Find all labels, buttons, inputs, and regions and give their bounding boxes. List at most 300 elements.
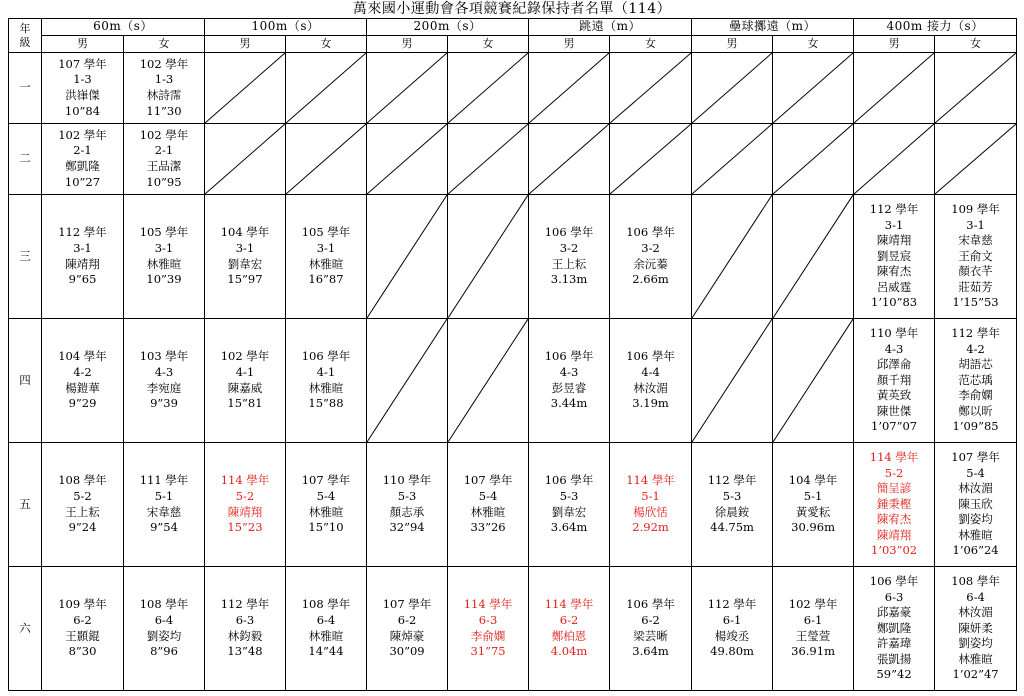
not-applicable-cell [367, 124, 448, 195]
record-athlete-name: 洪嵂傑 [65, 88, 100, 102]
not-applicable-cell [692, 53, 773, 124]
not-applicable-cell [610, 124, 692, 195]
gender-header-cell: 女 [286, 36, 367, 53]
record-class: 6-2 [73, 612, 92, 627]
record-result: 33”26 [470, 520, 506, 535]
record-cell [124, 443, 205, 567]
not-applicable-cell [773, 195, 854, 319]
record-result: 9”29 [68, 396, 97, 411]
record-result: 9”54 [150, 520, 178, 535]
record-result: 15”81 [227, 396, 263, 411]
record-cell [935, 319, 1017, 443]
record-result: 9”65 [68, 272, 97, 287]
record-athlete-name: 林汝湄 [958, 481, 993, 496]
new-record-cell [205, 443, 286, 567]
grade-label-cell: 五 [9, 443, 42, 567]
not-applicable-cell [854, 124, 935, 195]
diagonal-slash [935, 53, 1016, 123]
record-class: 5-4 [316, 488, 336, 503]
gender-header-cell: 男 [42, 36, 124, 53]
record-cell [935, 443, 1017, 567]
record-cell [42, 124, 124, 195]
record-athlete-name: 顏衣芊 [958, 264, 993, 279]
diagonal-slash [773, 124, 853, 194]
record-athlete-name: 李俞嫻 [958, 388, 993, 403]
record-cell [610, 319, 692, 443]
record-result: 31”75 [470, 644, 506, 659]
record-athlete-name: 劉姿均 [958, 512, 993, 527]
diagonal-slash [448, 53, 528, 123]
record-athlete-name: 胡語芯 [958, 357, 993, 372]
record-class: 5-4 [478, 488, 498, 503]
record-year: 104 學年 [58, 349, 107, 364]
record-result: 16”87 [308, 272, 344, 287]
diagonal-slash [773, 195, 853, 318]
record-class: 5-1 [154, 488, 174, 503]
record-year: 106 學年 [544, 473, 594, 488]
record-athlete-name: 劉昱宸 [876, 248, 912, 263]
record-athlete-name: 王顥錕 [65, 628, 100, 643]
grade-label-cell: 三 [9, 195, 42, 319]
record-cell [854, 319, 935, 443]
record-athlete-name: 宋韋慈 [958, 233, 993, 248]
diagonal-slash [286, 124, 366, 194]
gender-header-cell: 男 [854, 36, 935, 53]
record-cell [286, 195, 367, 319]
record-class: 4-2 [966, 341, 985, 356]
diagonal-slash [610, 124, 691, 194]
record-athlete-name: 鄭凱隆 [876, 620, 912, 635]
gender-header-cell: 女 [610, 36, 692, 53]
record-cell [448, 443, 529, 567]
record-cell [529, 195, 610, 319]
record-class: 4-2 [73, 364, 92, 379]
record-year: 105 學年 [301, 225, 351, 240]
record-class: 4-3 [154, 364, 174, 379]
record-cell [42, 195, 124, 319]
record-athlete-name: 王俞文 [958, 248, 993, 263]
diagonal-slash [205, 53, 285, 123]
diagonal-slash [854, 53, 934, 123]
record-class: 6-4 [316, 612, 336, 627]
not-applicable-cell [773, 53, 854, 124]
not-applicable-cell [448, 53, 529, 124]
record-result: 1’07”07 [871, 419, 918, 434]
record-class: 6-4 [154, 612, 174, 627]
record-result: 3.64m [632, 644, 669, 659]
record-result: 8”30 [68, 644, 97, 659]
grade-row [9, 195, 1017, 319]
record-result: 44.75m [710, 520, 754, 535]
record-class: 3-1 [316, 240, 336, 255]
record-athlete-name: 王上耘 [65, 504, 100, 519]
grade-header-cell [9, 19, 42, 53]
record-athlete-name: 陳靖翔 [876, 527, 912, 542]
record-result: 3.19m [632, 396, 669, 411]
record-athlete-name: 林雅暄 [308, 256, 344, 271]
record-result: 15”97 [227, 272, 263, 287]
record-athlete-name: 范芯瑀 [958, 372, 993, 387]
record-athlete-name: 陳宥杰 [876, 512, 912, 527]
event-header-400m-relay: 400m 接力（s） [854, 19, 1017, 36]
record-year: 106 學年 [544, 349, 594, 364]
record-result: 1’15”53 [952, 295, 999, 310]
record-cell [205, 195, 286, 319]
grade-row [9, 53, 1017, 124]
record-athlete-name: 宋韋慈 [146, 504, 182, 519]
record-cell [367, 567, 448, 691]
record-result: 2.66m [632, 272, 669, 287]
record-year: 108 學年 [301, 597, 351, 612]
diagonal-slash [529, 124, 609, 194]
record-result: 36.91m [791, 644, 835, 659]
gender-header-cell: 女 [124, 36, 205, 53]
record-athlete-name: 彭昱睿 [551, 380, 587, 395]
record-result: 11”30 [146, 103, 182, 118]
record-year: 106 學年 [626, 349, 675, 364]
record-athlete-name: 劉姿均 [146, 628, 182, 643]
record-result: 1’06”24 [952, 543, 999, 558]
record-year: 112 學年 [707, 473, 757, 488]
record-athlete-name: 陳宥杰 [876, 264, 912, 279]
gender-header-row [9, 36, 1017, 53]
record-year: 109 學年 [951, 201, 1000, 216]
gender-header-cell: 男 [205, 36, 286, 53]
record-athlete-name: 徐晨銨 [714, 504, 750, 519]
diagonal-slash [692, 319, 772, 442]
diagonal-slash [367, 53, 447, 123]
record-class: 3-1 [966, 217, 985, 232]
event-header-60m: 60m（s） [42, 19, 205, 36]
record-athlete-name: 陳焯豪 [389, 628, 425, 643]
record-year: 114 學年 [626, 473, 675, 488]
record-athlete-name: 王品潔 [146, 159, 182, 173]
record-class: 6-2 [559, 612, 579, 627]
record-year: 102 學年 [220, 349, 270, 364]
record-cell [367, 443, 448, 567]
not-applicable-cell [448, 124, 529, 195]
record-class: 5-4 [966, 465, 985, 480]
record-result: 32”94 [389, 520, 425, 535]
record-athlete-name: 呂威霆 [876, 279, 912, 294]
record-result: 10”95 [146, 174, 182, 189]
diagonal-slash [367, 124, 447, 194]
record-cell [935, 567, 1017, 691]
record-year: 102 學年 [139, 56, 189, 71]
diagonal-slash [935, 124, 1016, 194]
record-year: 112 學年 [951, 325, 1000, 340]
record-result: 1’09”85 [952, 419, 999, 434]
record-athlete-name: 鄭柏恩 [551, 628, 587, 643]
record-cell [124, 53, 205, 124]
record-year: 108 學年 [139, 597, 189, 612]
record-result: 9”24 [68, 520, 97, 535]
record-athlete-name: 林詩霈 [146, 88, 182, 102]
record-result: 8”96 [150, 644, 178, 659]
record-year: 106 學年 [544, 225, 594, 240]
record-year: 108 學年 [58, 473, 107, 488]
not-applicable-cell [529, 53, 610, 124]
record-class: 5-2 [235, 488, 255, 503]
record-result: 3.44m [550, 396, 588, 411]
event-header-row [9, 19, 1017, 36]
record-year: 110 學年 [382, 473, 432, 488]
record-result: 13”48 [227, 644, 263, 659]
record-year: 106 學年 [626, 597, 675, 612]
not-applicable-cell [692, 319, 773, 443]
record-class: 6-2 [641, 612, 660, 627]
record-athlete-name: 林雅暄 [308, 504, 344, 519]
record-class: 4-3 [884, 341, 904, 356]
event-header-long-jump: 跳遠（m） [529, 19, 692, 36]
record-result: 14”44 [308, 644, 344, 659]
record-athlete-name: 黃英致 [876, 388, 912, 403]
record-class: 1-3 [154, 72, 174, 87]
record-athlete-name: 劉姿均 [958, 636, 993, 651]
record-cell [286, 443, 367, 567]
record-cell [205, 319, 286, 443]
record-year: 112 學年 [707, 597, 757, 612]
gender-header-cell: 男 [692, 36, 773, 53]
record-class: 1-3 [73, 72, 92, 87]
event-header-softball-throw: 壘球擲遠（m） [692, 19, 854, 36]
record-cell [529, 443, 610, 567]
record-cell [286, 319, 367, 443]
record-athlete-name: 顏志承 [389, 504, 425, 519]
record-athlete-name: 陳世傑 [876, 403, 912, 418]
record-cell [529, 319, 610, 443]
record-athlete-name: 顏千翔 [876, 372, 912, 387]
record-cell [42, 567, 124, 691]
record-athlete-name: 簡呈諺 [876, 481, 912, 496]
record-athlete-name: 莊茹芳 [958, 279, 993, 294]
record-athlete-name: 林汝湄 [958, 605, 993, 620]
record-year: 107 學年 [58, 56, 107, 71]
record-year: 102 學年 [58, 127, 107, 142]
not-applicable-cell [286, 53, 367, 124]
not-applicable-cell [773, 124, 854, 195]
record-cell [205, 567, 286, 691]
diagonal-slash [773, 319, 853, 442]
grade-header-label-1: 年 [19, 21, 31, 35]
record-athlete-name: 林鈞毅 [227, 628, 263, 643]
new-record-cell [529, 567, 610, 691]
record-result: 1’03”02 [871, 543, 918, 558]
record-year: 103 學年 [139, 349, 189, 364]
record-athlete-name: 許嘉瑋 [876, 636, 912, 651]
not-applicable-cell [935, 53, 1017, 124]
record-athlete-name: 陳玉欣 [958, 496, 993, 511]
diagonal-slash [692, 124, 772, 194]
document-title: 萬來國小運動會各項競賽紀錄保持者名單（114） [352, 1, 672, 17]
not-applicable-cell [692, 124, 773, 195]
grade-row [9, 567, 1017, 691]
diagonal-slash [773, 53, 853, 123]
record-athlete-name: 鄭以昕 [958, 403, 993, 418]
record-class: 4-4 [641, 364, 660, 379]
record-athlete-name: 鍾秉樫 [876, 496, 912, 511]
record-class: 4-3 [559, 364, 579, 379]
record-year: 110 學年 [869, 325, 919, 340]
record-cell [773, 443, 854, 567]
record-cell [124, 195, 205, 319]
record-result: 15”88 [308, 396, 344, 411]
record-year: 102 學年 [788, 597, 838, 612]
diagonal-slash [367, 195, 447, 318]
record-cell [854, 195, 935, 319]
record-year: 107 學年 [301, 473, 351, 488]
record-cell [692, 567, 773, 691]
record-class: 6-4 [966, 589, 985, 604]
record-year: 112 學年 [220, 597, 270, 612]
diagonal-slash [448, 124, 528, 194]
not-applicable-cell [286, 124, 367, 195]
new-record-cell [448, 567, 529, 691]
record-athlete-name: 劉韋宏 [551, 504, 587, 519]
record-year: 106 學年 [626, 225, 675, 240]
record-cell [773, 567, 854, 691]
gender-header-cell: 女 [935, 36, 1017, 53]
record-cell [610, 195, 692, 319]
record-result: 30.96m [791, 520, 835, 535]
record-year: 106 學年 [301, 349, 351, 364]
record-athlete-name: 劉韋宏 [227, 256, 263, 271]
record-athlete-name: 鄭凱隆 [65, 159, 100, 173]
grade-header-label-2: 級 [19, 35, 31, 49]
grade-label-cell: 二 [9, 124, 42, 195]
not-applicable-cell [367, 319, 448, 443]
record-athlete-name: 李俞嫻 [470, 628, 506, 643]
record-class: 5-3 [559, 488, 579, 503]
records-table [8, 18, 1017, 691]
record-class: 5-1 [803, 488, 823, 503]
record-year: 107 學年 [382, 597, 432, 612]
record-result: 1’10”83 [871, 295, 918, 310]
not-applicable-cell [448, 195, 529, 319]
diagonal-slash [286, 53, 366, 123]
not-applicable-cell [692, 195, 773, 319]
record-athlete-name: 余沅蓁 [633, 256, 668, 271]
record-athlete-name: 林雅暄 [470, 504, 506, 519]
record-cell [692, 443, 773, 567]
diagonal-slash [448, 195, 528, 318]
diagonal-slash [448, 319, 528, 442]
record-athlete-name: 林汝湄 [633, 380, 668, 395]
record-class: 3-1 [884, 217, 904, 232]
record-cell [124, 124, 205, 195]
record-athlete-name: 林雅暄 [146, 256, 182, 271]
grade-row [9, 443, 1017, 567]
record-result: 59”42 [876, 667, 912, 682]
record-result: 10”84 [64, 103, 101, 118]
grade-label-cell: 六 [9, 567, 42, 691]
grade-label-cell: 一 [9, 53, 42, 124]
not-applicable-cell [448, 319, 529, 443]
not-applicable-cell [367, 53, 448, 124]
new-record-cell [610, 443, 692, 567]
record-athlete-name: 邱嘉豪 [876, 605, 912, 620]
record-class: 5-1 [641, 488, 660, 503]
record-year: 102 學年 [139, 127, 189, 142]
not-applicable-cell [367, 195, 448, 319]
record-year: 114 學年 [544, 597, 594, 612]
record-class: 6-2 [397, 612, 417, 627]
record-year: 114 學年 [220, 473, 270, 488]
record-class: 3-1 [73, 240, 92, 255]
record-year: 112 學年 [869, 201, 919, 216]
record-athlete-name: 楊欣恬 [633, 504, 668, 519]
record-athlete-name: 林雅暄 [958, 651, 993, 666]
diagonal-slash [205, 124, 285, 194]
gender-header-cell: 女 [773, 36, 854, 53]
record-class: 3-1 [235, 240, 255, 255]
record-class: 4-1 [316, 364, 336, 379]
record-athlete-name: 楊竣丞 [714, 628, 750, 643]
grade-row [9, 124, 1017, 195]
not-applicable-cell [205, 53, 286, 124]
record-athlete-name: 陳靖翔 [876, 233, 912, 248]
record-year: 112 學年 [58, 225, 107, 240]
diagonal-slash [692, 53, 772, 123]
record-result: 1’02”47 [952, 667, 999, 682]
grade-row [9, 319, 1017, 443]
gender-header-cell: 男 [529, 36, 610, 53]
record-result: 30”09 [389, 644, 425, 659]
diagonal-slash [367, 319, 447, 442]
record-athlete-name: 林雅暄 [308, 628, 344, 643]
record-result: 3.13m [550, 272, 588, 287]
record-athlete-name: 王上耘 [551, 256, 587, 271]
record-year: 106 學年 [869, 573, 919, 588]
record-year: 107 學年 [463, 473, 513, 488]
record-class: 5-3 [722, 488, 742, 503]
event-header-200m: 200m（s） [367, 19, 529, 36]
gender-header-cell: 女 [448, 36, 529, 53]
record-cell [935, 195, 1017, 319]
not-applicable-cell [854, 53, 935, 124]
record-cell [286, 567, 367, 691]
record-year: 111 學年 [139, 473, 189, 488]
record-result: 2.92m [632, 520, 669, 535]
record-year: 104 學年 [220, 225, 270, 240]
record-class: 6-3 [235, 612, 255, 627]
record-athlete-name: 陳靖翔 [65, 256, 100, 271]
record-class: 3-2 [559, 240, 579, 255]
record-cell [42, 319, 124, 443]
record-athlete-name: 楊鎧華 [65, 380, 100, 395]
record-class: 3-1 [154, 240, 174, 255]
record-result: 49.80m [710, 644, 754, 659]
record-result: 15”10 [308, 520, 344, 535]
record-year: 104 學年 [788, 473, 838, 488]
record-class: 6-3 [884, 589, 904, 604]
record-year: 114 學年 [463, 597, 513, 612]
record-class: 6-1 [803, 612, 823, 627]
record-year: 107 學年 [951, 449, 1000, 464]
record-result: 15”23 [227, 520, 263, 535]
diagonal-slash [692, 195, 772, 318]
diagonal-slash [854, 124, 934, 194]
record-cell [124, 319, 205, 443]
record-athlete-name: 林雅暄 [958, 527, 993, 542]
record-athlete-name: 梁芸晰 [633, 628, 668, 643]
record-class: 5-2 [73, 488, 92, 503]
not-applicable-cell [773, 319, 854, 443]
record-class: 5-2 [884, 465, 904, 480]
gender-header-cell: 男 [367, 36, 448, 53]
record-cell [42, 53, 124, 124]
record-class: 5-3 [397, 488, 417, 503]
